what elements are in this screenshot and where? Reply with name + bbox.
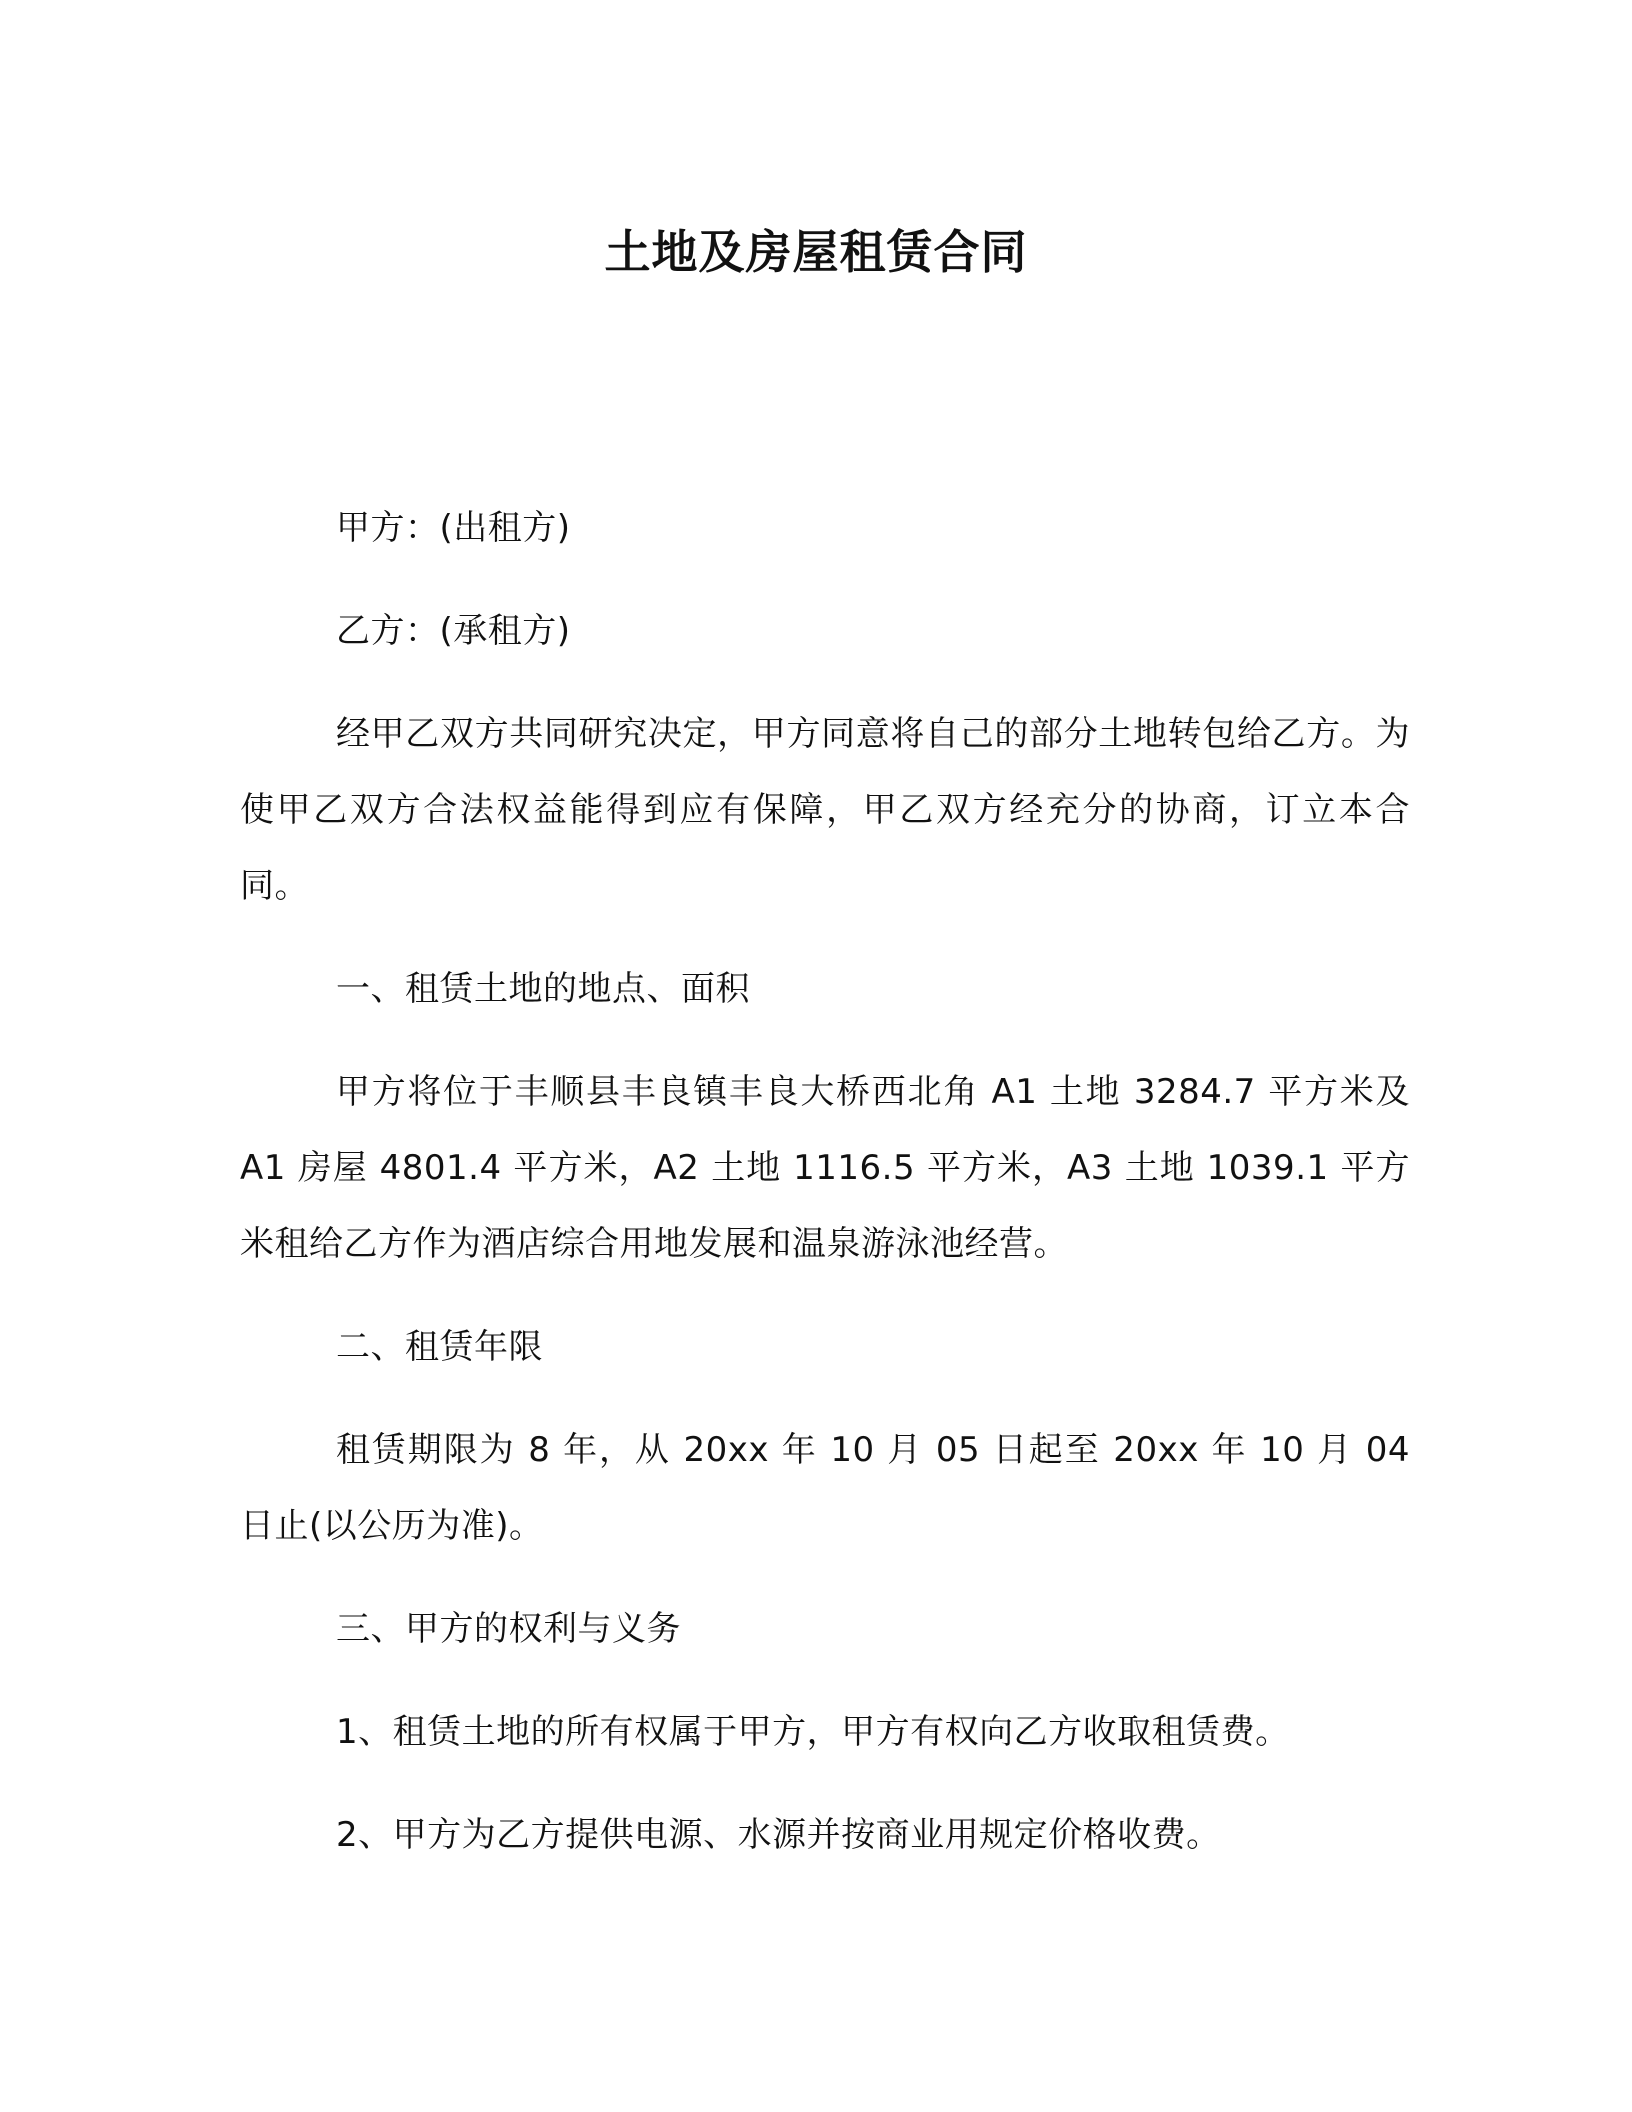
party-b-line: 乙方：(承租方) [336, 611, 571, 651]
intro-paragraph: 经甲乙双方共同研究决定，甲方同意将自己的部分土地转包给乙方。为使甲乙双方合法权益能得到应有保障，甲乙双方经充分的协商，订立本合同。 [240, 714, 1410, 906]
section-heading-party-a-rights: 三、甲方的权利与义务 [336, 1609, 681, 1649]
party-a-clause-2: 2、甲方为乙方提供电源、水源并按商业用规定价格收费。 [336, 1815, 1221, 1855]
party-a-clause-1: 1、租赁土地的所有权属于甲方，甲方有权向乙方收取租赁费。 [336, 1712, 1290, 1752]
document-title: 土地及房屋租赁合同 [604, 225, 1028, 279]
section-heading-location-area: 一、租赁土地的地点、面积 [336, 969, 750, 1009]
section-heading-lease-term: 二、租赁年限 [336, 1327, 543, 1367]
document-body [240, 490, 1410, 1900]
party-a-line: 甲方：(出租方) [336, 508, 571, 548]
location-area-paragraph: 甲方将位于丰顺县丰良镇丰良大桥西北角 A1 土地 3284.7 平方米及 A1 房屋 4801.4 平方米，A2 土地 1116.5 平方米，A3 土地 1039.1 平方米租给乙方作为酒店综合用地发展和温泉游泳池经营。 [240, 1072, 1410, 1264]
lease-term-paragraph: 租赁期限为 8 年，从 20xx 年 10 月 05 日起至 20xx 年 10 月 04 日止(以公历为准)。 [240, 1430, 1410, 1546]
